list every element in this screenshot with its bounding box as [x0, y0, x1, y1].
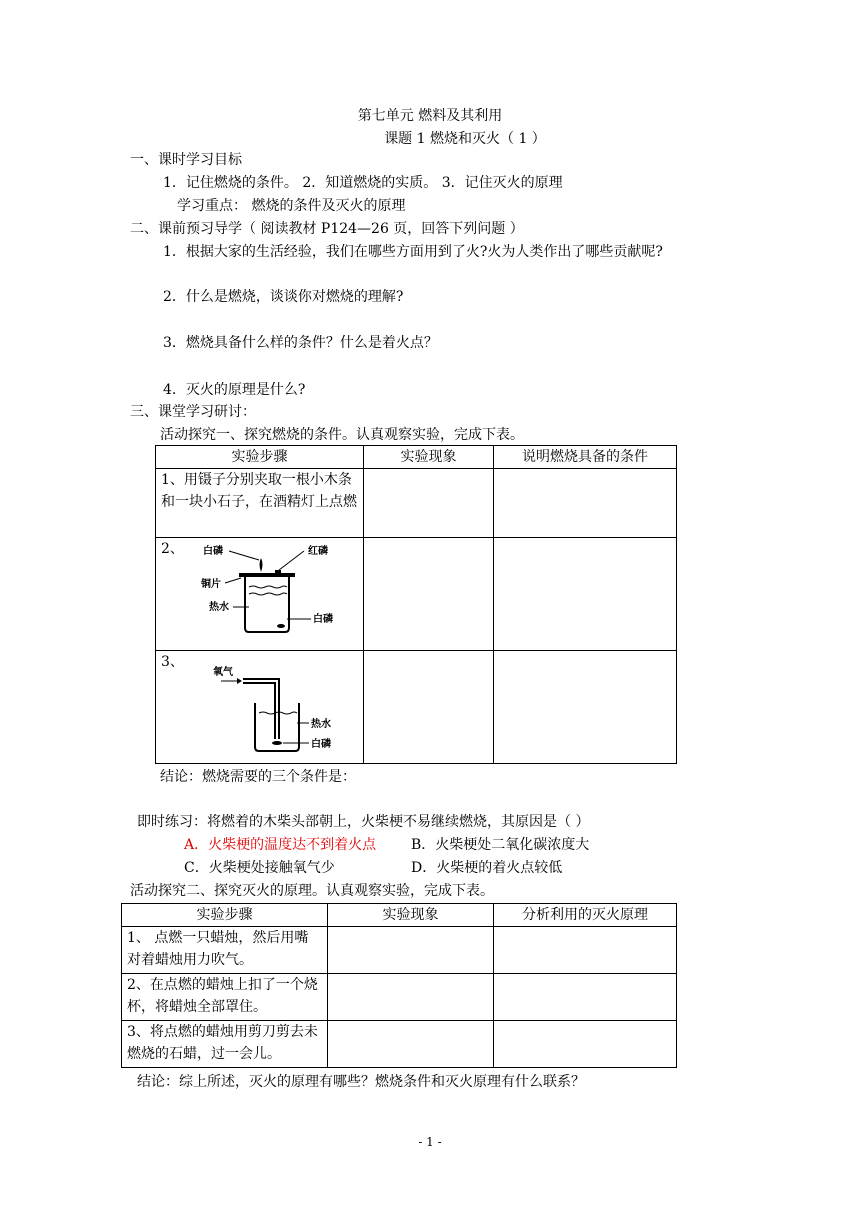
section2-heading: 二、课前预习导学（ 阅读教材 P124—26 页，回答下列问题 ） [130, 221, 524, 237]
learning-goals: 1．记住燃烧的条件。 2．知道燃烧的实质。 3．记住灭火的原理 [163, 175, 563, 191]
oxygen-apparatus-figure [211, 655, 361, 755]
section1-heading: 一、课时学习目标 [130, 152, 242, 168]
lesson-title: 课题 1 燃烧和灭火（ 1 ） [384, 131, 546, 147]
step-cell [156, 538, 364, 651]
option-d[interactable]: D．火柴梗的着火点较低 [411, 860, 563, 876]
figure-label: 铜片 [201, 579, 221, 590]
table-row [122, 927, 677, 974]
table-header-row [156, 446, 677, 469]
step-cell: 1、用镊子分别夹取一根小木条和一块小石子，在酒精灯上点燃 [156, 469, 364, 538]
page-number: - 1 - [418, 1135, 442, 1149]
figure-label: 白磷 [203, 546, 223, 557]
table-row [122, 974, 677, 1021]
principle-cell[interactable] [494, 1021, 677, 1068]
section3-heading: 三、课堂学习研讨： [130, 404, 256, 420]
table-row [156, 469, 677, 538]
step-cell: 2、在点燃的蜡烛上扣了一个烧杯，将蜡烛全部罩住。 [122, 974, 328, 1021]
figure-label: 热水 [311, 719, 331, 730]
condition-cell[interactable] [494, 469, 677, 538]
step-number: 2、 [161, 541, 184, 557]
principle-cell[interactable] [494, 927, 677, 974]
figure-label: 红磷 [308, 546, 328, 557]
practice-question: 即时练习：将燃着的木柴头部朝上，火柴梗不易继续燃烧，其原因是（ ） [137, 814, 590, 830]
step-number: 3、 [161, 654, 184, 670]
preview-question: 1．根据大家的生活经验，我们在哪些方面用到了火?火为人类作出了哪些贡献呢? [163, 244, 663, 260]
table-row [156, 651, 677, 764]
column-header: 实验步骤 [122, 904, 328, 927]
column-header: 说明燃烧具备的条件 [494, 446, 677, 469]
observation-cell[interactable] [364, 538, 494, 651]
condition-cell[interactable] [494, 651, 677, 764]
step-cell: 3、将点燃的蜡烛用剪刀剪去未燃烧的石蜡，过一会儿。 [122, 1021, 328, 1068]
activity1-conclusion: 结论：燃烧需要的三个条件是： [160, 769, 356, 785]
table-header-row [122, 904, 677, 927]
observation-cell[interactable] [328, 974, 494, 1021]
table-row [156, 538, 677, 651]
copper-plate-apparatus-figure [201, 542, 351, 642]
figure-label: 白磷 [313, 614, 333, 625]
principle-cell[interactable] [494, 974, 677, 1021]
preview-question: 2．什么是燃烧，谈谈你对燃烧的理解? [163, 289, 404, 305]
activity1-intro: 活动探究一、探究燃烧的条件。认真观察实验，完成下表。 [160, 427, 524, 443]
key-points: 学习重点： 燃烧的条件及灭火的原理 [177, 198, 406, 214]
column-header: 分析利用的灭火原理 [494, 904, 677, 927]
table-row [122, 1021, 677, 1068]
option-a[interactable]: A．火柴梗的温度达不到着火点 [184, 837, 377, 853]
activity2-conclusion: 结论：综上所述，灭火的原理有哪些？燃烧条件和灭火原理有什么联系？ [137, 1074, 585, 1090]
figure-label: 白磷 [311, 739, 331, 750]
observation-cell[interactable] [364, 651, 494, 764]
figure-label: 热水 [209, 602, 229, 613]
step-cell: 1、 点燃一只蜡烛，然后用嘴对着蜡烛用力吹气。 [122, 927, 328, 974]
observation-cell[interactable] [328, 927, 494, 974]
condition-cell[interactable] [494, 538, 677, 651]
activity2-table [121, 903, 677, 1068]
column-header: 实验现象 [328, 904, 494, 927]
preview-question: 4．灭火的原理是什么? [163, 382, 306, 398]
unit-title: 第七单元 燃料及其利用 [357, 108, 503, 124]
column-header: 实验步骤 [156, 446, 364, 469]
option-c[interactable]: C．火柴梗处接触氧气少 [184, 860, 335, 876]
preview-question: 3．燃烧具备什么样的条件？什么是着火点？ [163, 335, 438, 351]
column-header: 实验现象 [364, 446, 494, 469]
step-cell [156, 651, 364, 764]
activity1-table [155, 445, 677, 764]
option-b[interactable]: B．火柴梗处二氧化碳浓度大 [411, 837, 590, 853]
figure-label: 氧气 [213, 667, 233, 678]
activity2-intro: 活动探究二、探究灭火的原理。认真观察实验，完成下表。 [130, 883, 494, 899]
observation-cell[interactable] [328, 1021, 494, 1068]
observation-cell[interactable] [364, 469, 494, 538]
